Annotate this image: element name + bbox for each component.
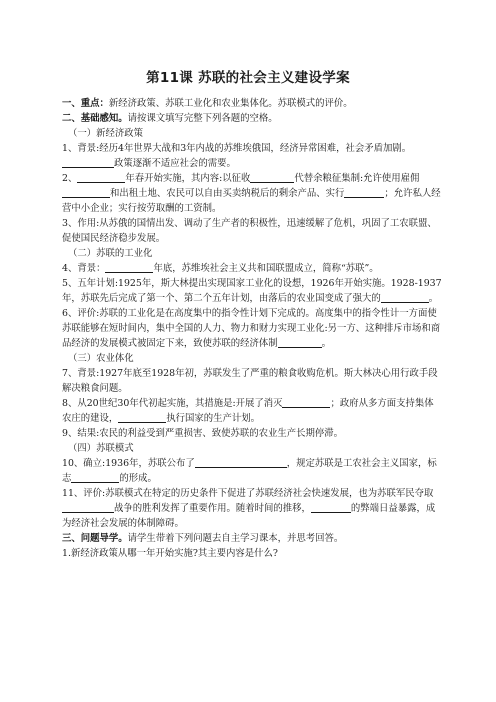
basic-perception-text: 请按课文填写完整下列各题的空格。 [127, 113, 278, 124]
item-1: 1、背景:经历4年世界大战和3年内战的苏维埃俄国，经济异常困难，社会矛盾加剧。政策逐渐不适应社会的需要。 [62, 143, 412, 169]
section-nep: （一）新经济政策 [68, 128, 144, 139]
blank-4[interactable] [62, 186, 110, 198]
blank-12[interactable] [71, 471, 119, 483]
key-points-label: 一、重点： [62, 98, 109, 109]
section-industrialization: （二）苏联的工业化 [68, 248, 153, 259]
question-1: 1.新经济政策从哪一年开始实施?其主要内容是什么? [62, 548, 278, 559]
item-11: 11、评价:苏联模式在特定的历史条件下促进了苏联经济社会快速发展，也为苏联军民夺取战争的胜利发挥了重要作用。随着时间的推移， 的弊端日益暴露，成为经济社会发展的体制障碍。 [62, 488, 436, 529]
blank-6[interactable] [105, 261, 153, 273]
blank-9[interactable] [282, 396, 330, 408]
page-title: 第11课 苏联的社会主义建设学案 [146, 70, 350, 86]
blank-8[interactable] [278, 336, 322, 348]
key-points-text: 新经济政策、苏联工业化和农业集体化。苏联模式的评价。 [108, 98, 353, 109]
section-soviet-model: （四）苏联模式 [68, 443, 134, 454]
blank-10[interactable] [118, 411, 166, 423]
item-5: 5、五年计划:1925年，斯大林提出实现国家工业化的设想，1926年开始实施。1928-1937年，苏联先后完成了第一个、第二个五年计划，由落后的农业国变成了强大的 。 [62, 278, 442, 304]
blank-3[interactable] [250, 171, 294, 183]
key-points [62, 96, 442, 111]
blank-2[interactable] [77, 171, 125, 183]
guided-questions-label: 三、问题导学。 [62, 533, 128, 544]
item-7: 7、背景:1927年底至1928年初，苏联发生了严重的粮食收购危机。斯大林决心用行政手段解决粮食问题。 [62, 368, 438, 394]
basic-perception-label: 二、基础感知。 [62, 113, 128, 124]
item-6: 6、评价:苏联的工业化是在高度集中的指令性计划下完成的。高度集中的指令性计一方面使苏联能够在短时间内，集中全国的人力、物力和财力实现工业化:另一方、这种排斥市场和商品经济的发展模式被固定下来，致使苏联的经济体制 。 [62, 308, 441, 349]
blank-14[interactable] [311, 501, 351, 513]
section-collectivization: （三）农业体化 [68, 353, 134, 364]
guided-questions [62, 531, 442, 546]
blank-5[interactable] [344, 186, 384, 198]
basic-perception [62, 111, 442, 126]
worksheet-content [62, 96, 442, 561]
item-3: 3、作用:从苏俄的国情出发、调动了生产者的积极性，迅速缓解了危机，巩固了工农联盟、促使国民经济稳步发展。 [62, 218, 437, 244]
item-10: 10、确立:1936年，苏联公布了 ，规定苏联是工农社会主义国家，标志 的形成。 [62, 458, 437, 484]
item-9: 9、结果:农民的利益受到严重损害、致使苏联的农业生产长期停滞。 [62, 428, 344, 439]
blank-1[interactable] [62, 156, 114, 168]
guided-questions-text: 请学生带着下列问题去自主学习课本，并思考回答。 [127, 533, 344, 544]
blank-13[interactable] [62, 501, 114, 513]
item-8: 8、从20世纪30年代初起实施，其措施是:开展了消灭 ；政府从多方面支持集体农庄的建设， 执行国家的生产计划。 [62, 398, 434, 424]
item-2: 2、 年春开始实施，其内容:以征收 代替余粮征集制:允许使用雇佣和出租土地、农民可以自由买卖纳税后的剩余产品、实行 ；允许私人经营中小企业；实行按劳取酬的工资制。 [62, 173, 441, 214]
item-4: 4、背景： 年底，苏维埃社会主义共和国联盟成立，简称“苏联”。 [62, 263, 379, 274]
blank-7[interactable] [381, 291, 429, 303]
blank-11[interactable] [195, 456, 287, 468]
